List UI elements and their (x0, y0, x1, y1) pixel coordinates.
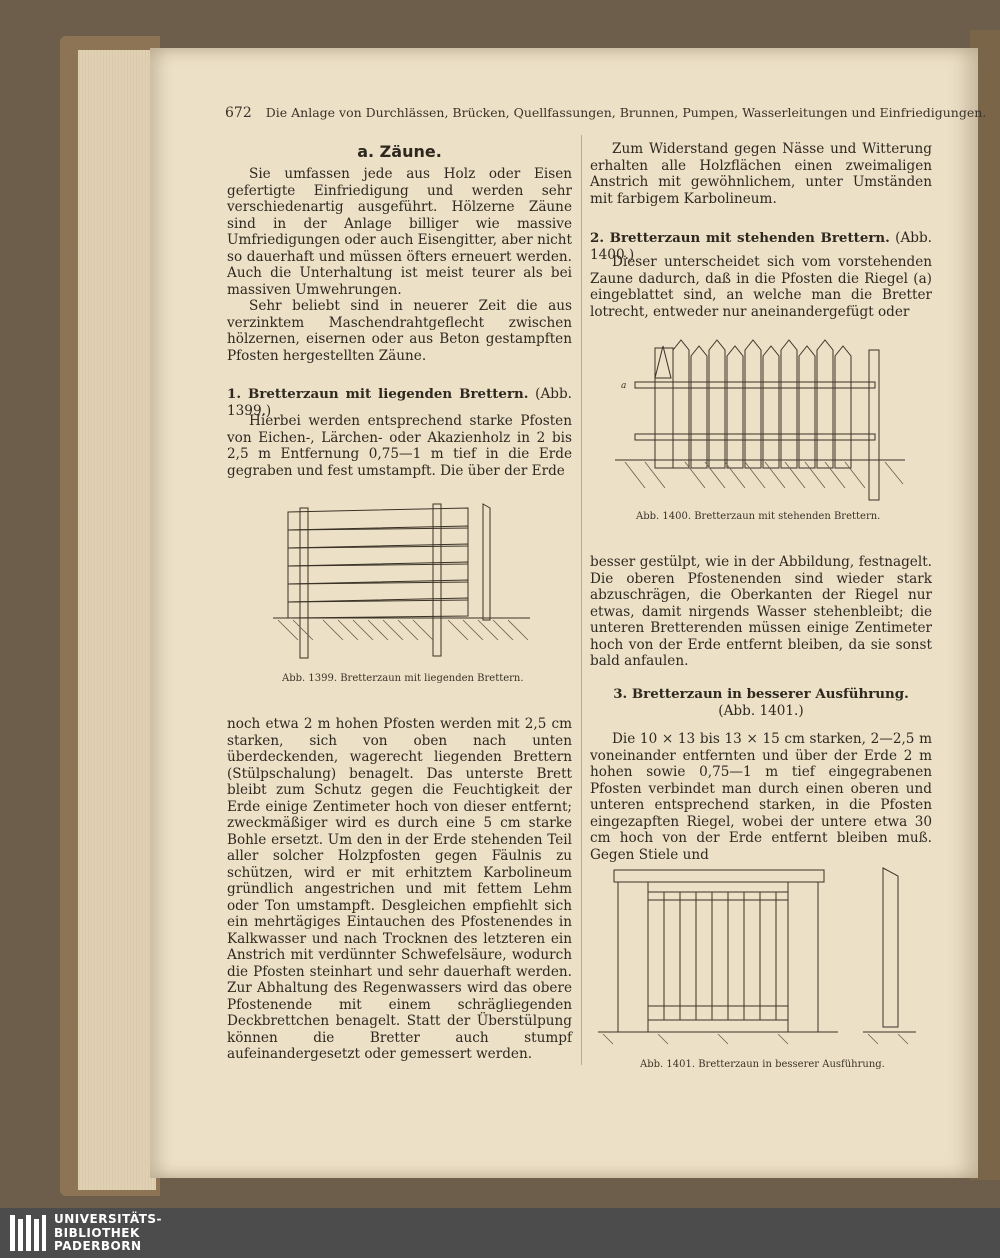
paragraph: Dieser unterscheidet sich vom vorstehenden Zaune dadurch, daß in die Pfosten die Riegel (a) eingeblattet sind, an welche man die Bretter lotrecht, entweder nur aneinandergefügt oder (590, 254, 932, 320)
library-logo-icon (8, 1213, 48, 1253)
column-rule (581, 135, 582, 1065)
figure-1400-label: a (621, 381, 627, 391)
subheading-title: 2. Bretterzaun mit stehenden Brettern. (590, 230, 890, 246)
figure-1399-caption: Abb. 1399. Bretterzaun mit liegenden Brettern. (282, 673, 524, 684)
paragraph: Sehr beliebt sind in neuerer Zeit die aus verzinktem Maschendrahtgeflecht zwischen hölzernen, eisernen oder aus Beton gestampften Pfosten hergestellten Zäune. (227, 298, 572, 364)
right-paragraph-4 (590, 731, 932, 863)
paragraph: besser gestülpt, wie in der Abbildung, festnagelt. Die oberen Pfostenenden sind wieder stark abzuschrägen, die Oberkanten der Riegel nur etwas, damit nirgends Wasser stehenbleibt; die unteren Bretterenden müssen einige Zentimeter hoch von der Erde entfernt bleiben, da sie sonst bald anfaulen. (590, 554, 932, 669)
subheading-title: 3. Bretterzaun in besserer Ausführung. (613, 686, 909, 702)
paragraph: Hierbei werden entsprechend starke Pfosten von Eichen-, Lärchen- oder Akazienholz in 2 bis 2,5 m Entfernung 0,75—1 m tief in die Erde gegraben und fest umstampft. Die über der Erde (227, 413, 572, 479)
paragraph-before-figure (227, 413, 572, 479)
logo-line: PADERBORN (54, 1239, 142, 1253)
right-paragraph-2 (590, 254, 932, 320)
figure-1401-caption: Abb. 1401. Bretterzaun in besserer Ausführung. (640, 1059, 885, 1070)
figure-1401 (598, 862, 918, 1047)
right-paragraph-1 (590, 141, 932, 207)
running-head-title: Die Anlage von Durchlässen, Brücken, Quellfassungen, Brunnen, Pumpen, Wasserleitungen und Einfriedigungen. (265, 105, 987, 120)
logo-line: BIBLIOTHEK (54, 1225, 140, 1240)
figure-1400-caption: Abb. 1400. Bretterzaun mit stehenden Brettern. (636, 511, 881, 522)
subheading-title: 1. Bretterzaun mit liegenden Brettern. (227, 386, 529, 402)
library-logo-text (54, 1213, 162, 1254)
paragraph-after-figure (227, 716, 572, 1063)
page-edges (78, 50, 156, 1190)
right-paragraph-3 (590, 554, 932, 670)
logo-line: UNIVERSITÄTS- (54, 1212, 163, 1226)
section-heading: a. Zäune. (357, 142, 442, 161)
paragraph: Die 10 × 13 bis 13 × 15 cm starken, 2—2,5 m voneinander entfernten und über der Erde 2 m hohen sowie 0,75—1 m tief eingegrabenen Pfosten verbindet man durch einen oberen und unteren entsprechend starken, in die Pfosten eingezapften Riegel, wobei der untere etwa 30 cm hoch von der Erde entfernt bleiben muß. Gegen Stiele und (590, 731, 932, 863)
figure-1399 (268, 500, 538, 670)
paragraph: Zum Widerstand gegen Nässe und Witterung erhalten alle Holzflächen einen zweimaligen Anstrich mit gewöhnlichem, unter Umständen mit farbigem Karbolineum. (590, 141, 932, 207)
page-number: 672 (225, 105, 252, 121)
running-head (225, 105, 987, 121)
subheading-ref: (Abb. 1399.) (227, 386, 572, 419)
intro-text (227, 166, 572, 364)
subheading-ref: (Abb. 1401.) (718, 702, 804, 719)
paragraph: Sie umfassen jede aus Holz oder Eisen gefertigte Einfriedigung und werden sehr verschiedenartig ausgeführt. Hölzerne Zäune sind in der Anlage billiger wie massive Umfriedigungen oder auch Eisengitter, aber nicht so dauerhaft und müssen öfters erneuert werden. Auch die Unterhaltung ist meist teurer als bei massiven Umwehrungen. (227, 166, 572, 298)
paragraph: noch etwa 2 m hohen Pfosten werden mit 2,5 cm starken, sich von oben nach unten überdeckenden, wagerecht liegenden Brettern (Stülpschalung) benagelt. Das unterste Brett bleibt zum Schutz gegen die Feuchtigkeit der Erde einige Zentimeter hoch von dieser entfernt; zweckmäßiger wird es durch eine 5 cm starke Bohle ersetzt. Um den in der Erde stehenden Teil aller solcher Holzpfosten gegen Fäulnis zu schützen, wird er mit erhitztem Karbolineum gründlich angestrichen und mit fettem Lehm oder Ton umstampft. Desgleichen empfiehlt sich ein mehrtägiges Eintauchen des Pfostenendes in Kalkwasser und nach Trocknen des letzteren ein Anstrich mit verdünnter Schwefelsäure, wodurch die Pfosten steinhart und sehr dauerhaft werden. Zur Abhaltung des Regenwassers wird das obere Pfostenende mit einem schrägliegenden Deckbrettchen benagelt. Statt der Überstülpung können die Bretter auch stumpf aufeinandergesetzt oder gemessert werden. (227, 716, 572, 1062)
figure-1400 (615, 338, 905, 508)
subheading-3 (590, 686, 932, 719)
subheading-ref: (Abb. 1400.) (590, 230, 932, 263)
